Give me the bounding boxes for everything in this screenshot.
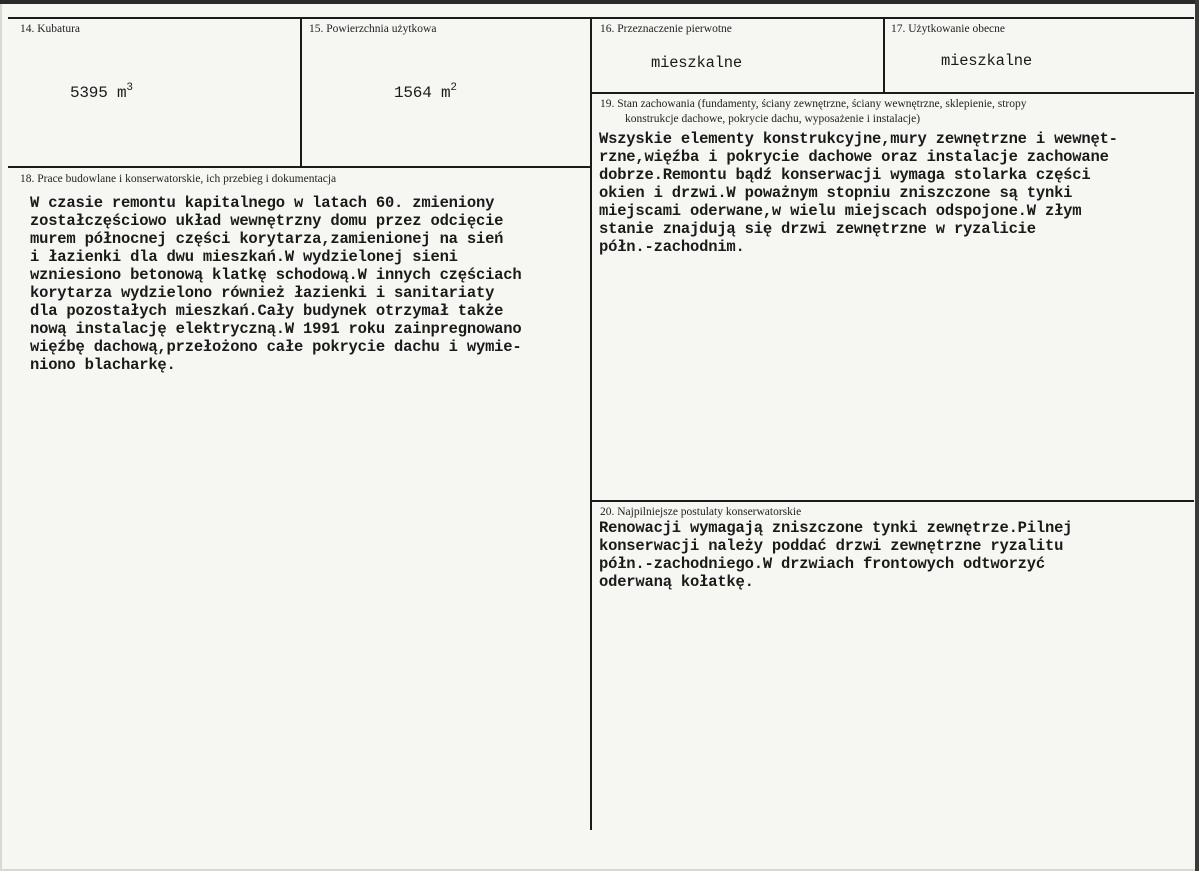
field-18-line: zostałczęściowo układ wewnętrzny domu przez odcięcie: [30, 212, 504, 230]
card-right-edge: [1195, 0, 1199, 871]
field-18-line: i łazienki dla dwu mieszkań.W wydzielonej sieni: [30, 248, 458, 266]
field-16-value: mieszkalne: [651, 54, 743, 72]
card-top-edge: [0, 0, 1199, 4]
field-18-label: 18. Prace budowlane i konserwatorskie, ich przebieg i dokumentacja: [20, 173, 337, 185]
field-20-line: Renowacji wymagają zniszczone tynki zewnętrze.Pilnej: [599, 519, 1073, 537]
field-17-value: mieszkalne: [941, 52, 1033, 70]
field-18-line: dla pozostałych mieszkań.Cały budynek otrzymał także: [30, 302, 504, 320]
divider-h-19-bottom: [592, 500, 1194, 502]
field-20-line: konserwacji należy poddać drzwi zewnętrzne ryzalitu: [599, 537, 1064, 555]
field-14-number: 5395 m: [70, 84, 127, 102]
field-15-unit-exponent: 2: [450, 82, 457, 94]
field-20-line: oderwaną kołatkę.: [599, 573, 754, 591]
divider-v-main: [590, 18, 592, 830]
field-19-line: Wszyskie elementy konstrukcyjne,mury zewnętrzne i wewnęt-: [599, 130, 1118, 148]
field-18-line: nową instalację elektryczną.W 1991 roku zainpregnowano: [30, 320, 522, 338]
divider-h-16-17-bottom: [592, 92, 1194, 94]
field-16-label: 16. Przeznaczenie pierwotne: [600, 23, 732, 35]
field-19-label-line2: konstrukcje dachowe, pokrycie dachu, wyposażenie i instalacje): [625, 113, 921, 125]
divider-h-top: [8, 17, 1194, 19]
field-14-label: 14. Kubatura: [20, 23, 81, 35]
field-19-line: dobrze.Remontu bądź konserwacji wymaga stolarka części: [599, 166, 1091, 184]
field-18-line: murem północnej części korytarza,zamienionej na sień: [30, 230, 504, 248]
field-19-line: półn.-zachodnim.: [599, 238, 745, 256]
field-18-line: W czasie remontu kapitalnego w latach 60. zmieniony: [30, 194, 495, 212]
field-15-value: [394, 84, 457, 102]
divider-v-16-17: [883, 18, 885, 92]
field-19-label-line1: 19. Stan zachowania (fundamenty, ściany zewnętrzne, ściany wewnętrzne, sklepienie, stropy: [600, 98, 1027, 110]
field-19-line: rzne,więźba i pokrycie dachowe oraz instalacje zachowane: [599, 148, 1109, 166]
field-15-number: 1564 m: [394, 84, 451, 102]
field-17-label: 17. Użytkowanie obecne: [891, 23, 1006, 35]
divider-v-14-15: [300, 18, 302, 166]
field-14-value: [70, 84, 133, 102]
field-15-label: 15. Powierzchnia użytkowa: [309, 23, 437, 35]
field-19-line: okien i drzwi.W poważnym stopniu zniszczone są tynki: [599, 184, 1073, 202]
field-18-line: więźbę dachową,przełożono całe pokrycie dachu i wymie-: [30, 338, 522, 356]
field-18-line: korytarza wydzielono również łazienki i sanitariaty: [30, 284, 495, 302]
field-19-line: stanie znajdują się drzwi zewnętrzne w ryzalicie: [599, 220, 1036, 238]
field-20-label: 20. Najpilniejsze postulaty konserwatorskie: [600, 506, 802, 518]
field-19-line: miejscami oderwane,w wielu miejscach odspojone.W złym: [599, 202, 1082, 220]
field-18-line: wzniesiono betonową klatkę schodową.W innych częściach: [30, 266, 522, 284]
field-18-line: niono blacharkę.: [30, 356, 176, 374]
field-20-line: półn.-zachodniego.W drzwiach frontowych odtworzyć: [599, 555, 1045, 573]
divider-h-14-15-bottom: [8, 166, 591, 168]
field-14-unit-exponent: 3: [126, 82, 133, 94]
